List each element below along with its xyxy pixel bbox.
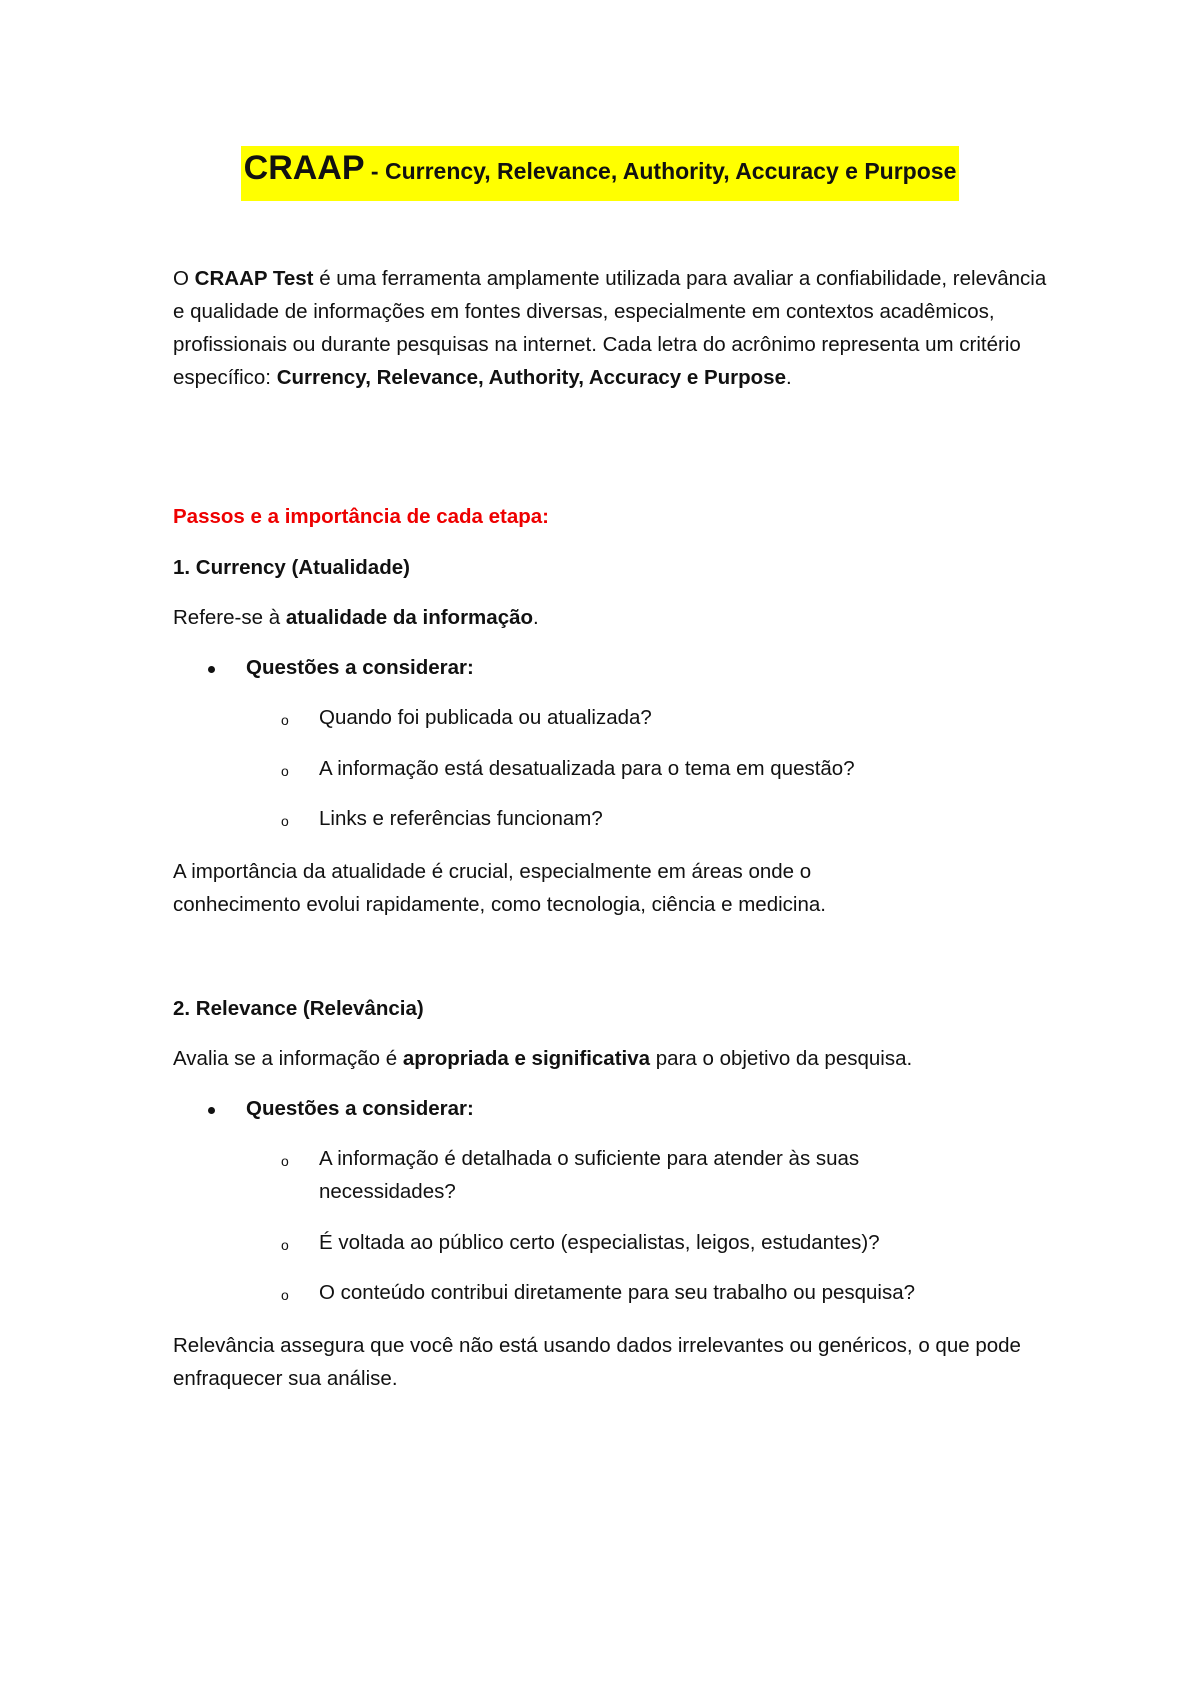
section1-question-1: Quando foi publicada ou atualizada? xyxy=(319,706,652,729)
bullet-dot-icon xyxy=(208,666,215,673)
section1-question-2: A informação está desatualizada para o tema em questão? xyxy=(319,757,855,780)
circle-bullet-icon: o xyxy=(281,712,289,728)
circle-bullet-icon: o xyxy=(281,813,289,829)
circle-bullet-icon: o xyxy=(281,763,289,779)
section2-question-3: O conteúdo contribui diretamente para seu trabalho ou pesquisa? xyxy=(319,1281,916,1304)
intro-bold-2: Currency, Relevance, Authority, Accuracy e Purpose xyxy=(276,366,786,389)
section2-desc-text: Avalia se a informação é xyxy=(173,1047,403,1070)
section1-questions-label: Questões a considerar: xyxy=(246,656,474,679)
title-acronym: CRAAP xyxy=(243,149,365,187)
section2-question-1: A informação é detalhada o suficiente para atender às suas necessidades? xyxy=(319,1147,860,1203)
intro-text-1: O xyxy=(173,267,195,290)
circle-bullet-icon: o xyxy=(281,1237,289,1253)
steps-heading: Passos e a importância de cada etapa: xyxy=(173,505,549,528)
section2-desc-end: para o objetivo da pesquisa. xyxy=(650,1047,913,1070)
section2-description xyxy=(173,1042,912,1075)
page-title xyxy=(241,146,960,201)
section1-desc-end: . xyxy=(533,606,539,629)
intro-text-3: . xyxy=(785,366,792,389)
section1-question-3: Links e referências funcionam? xyxy=(319,807,603,830)
circle-bullet-icon: o xyxy=(281,1153,289,1169)
intro-bold-1: CRAAP Test xyxy=(194,267,314,290)
section1-desc-text: Refere-se à xyxy=(173,606,286,629)
section2-heading: 2. Relevance (Relevância) xyxy=(173,997,424,1020)
title-container xyxy=(0,146,1200,201)
section1-desc-bold: atualidade da informação xyxy=(285,606,534,629)
section1-heading: 1. Currency (Atualidade) xyxy=(173,556,410,579)
circle-bullet-icon: o xyxy=(281,1287,289,1303)
section1-description xyxy=(173,601,539,634)
section2-question-2: É voltada ao público certo (especialistas, leigos, estudantes)? xyxy=(319,1231,880,1254)
section2-questions-label: Questões a considerar: xyxy=(246,1097,474,1120)
intro-text-2: é uma ferramenta amplamente utilizada para avaliar a confiabilidade, relevância e qualidade de informações em fontes diversas, especialmente em contextos acadêmicos, profissionais ou durante pesquisas na internet. Cada letra do acrônimo representa um critério específico: xyxy=(173,267,1047,389)
intro-paragraph xyxy=(173,262,1053,394)
section2-conclusion: Relevância assegura que você não está usando dados irrelevantes ou genéricos, o que pode enfraquecer sua análise. xyxy=(173,1334,1021,1390)
section2-desc-bold: apropriada e significativa xyxy=(402,1047,651,1070)
bullet-dot-icon xyxy=(208,1107,215,1114)
section1-conclusion: A importância da atualidade é crucial, especialmente em áreas onde o conhecimento evolui rapidamente, como tecnologia, ciência e medicina. xyxy=(173,860,826,916)
title-subtitle: - Currency, Relevance, Authority, Accuracy e Purpose xyxy=(364,158,957,184)
